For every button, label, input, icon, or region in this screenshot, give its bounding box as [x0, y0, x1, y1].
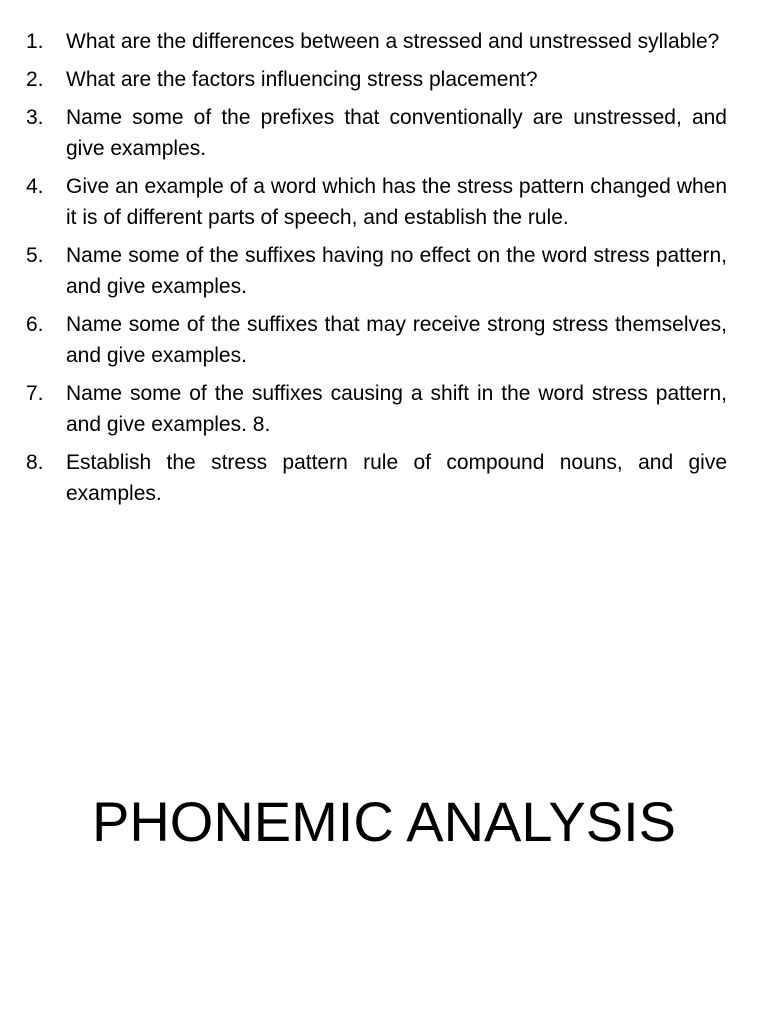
question-item	[20, 171, 727, 233]
question-item	[20, 447, 727, 509]
question-text: Name some of the suffixes causing a shift in the word stress pattern, and give examples. 8.	[66, 382, 727, 436]
question-number: 5.	[26, 244, 44, 267]
question-text: Give an example of a word which has the stress pattern changed when it is of different parts of speech, and establish the rule.	[66, 175, 727, 229]
question-text: Name some of the suffixes that may receive strong stress themselves, and give examples.	[66, 313, 727, 367]
question-number: 1.	[26, 30, 44, 53]
question-number: 6.	[26, 313, 44, 336]
question-number: 2.	[26, 68, 44, 91]
slide-title: PHONEMIC ANALYSIS	[91, 790, 676, 853]
question-item	[20, 26, 727, 57]
question-text: Establish the stress pattern rule of compound nouns, and give examples.	[66, 451, 727, 505]
question-text: What are the differences between a stressed and unstressed syllable?	[66, 30, 720, 53]
question-item	[20, 240, 727, 302]
question-number: 8.	[26, 451, 44, 474]
question-text: Name some of the suffixes having no effect on the word stress pattern, and give examples.	[66, 244, 727, 298]
question-text: Name some of the prefixes that conventionally are unstressed, and give examples.	[66, 106, 727, 160]
question-number: 4.	[26, 175, 44, 198]
question-number: 3.	[26, 106, 44, 129]
question-item	[20, 378, 727, 440]
question-item	[20, 309, 727, 371]
question-text: What are the factors influencing stress placement?	[66, 68, 538, 91]
question-number: 7.	[26, 382, 44, 405]
question-item	[20, 64, 727, 95]
question-list	[20, 26, 727, 516]
question-item	[20, 102, 727, 164]
